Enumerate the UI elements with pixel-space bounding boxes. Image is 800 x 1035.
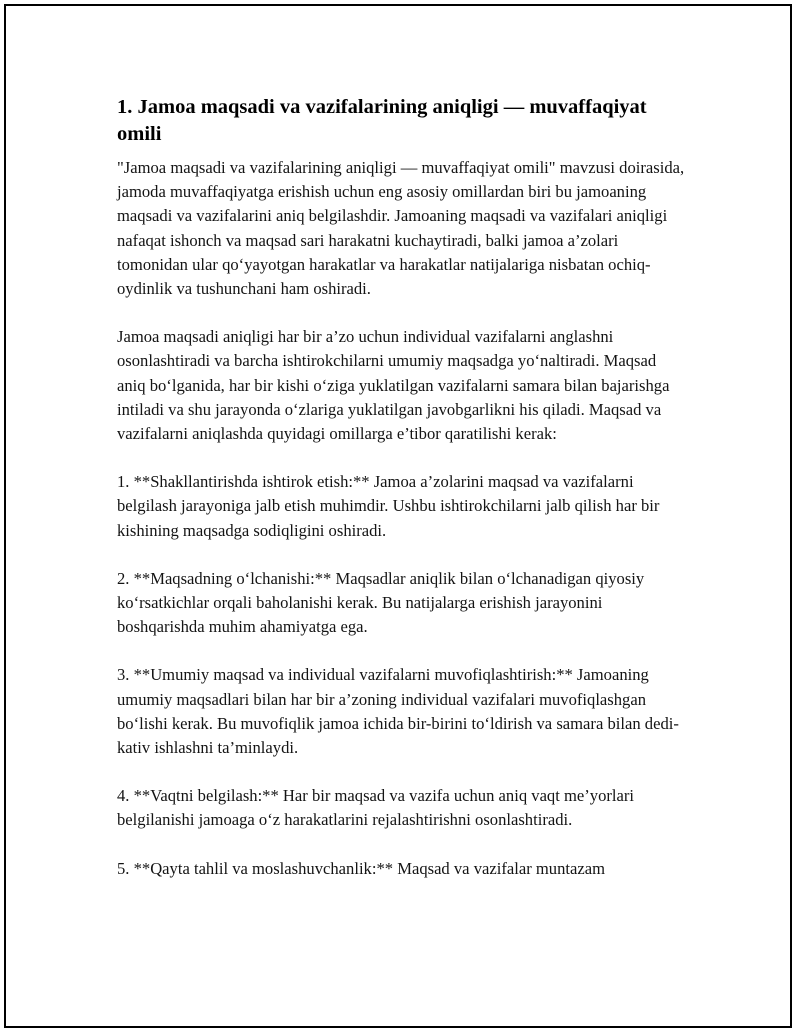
list-item-timing: 4. **Vaqtni belgilash:** Har bir maqsad va vazifa uchun aniq vaqt me’yorlari belgilanishi jamoaga o‘z harakatlarini rejalashtirishni osonlashtiradi. xyxy=(117,786,635,830)
document-body xyxy=(117,94,687,905)
list-item-review: 5. **Qayta tahlil va moslashuvchanlik:** Maqsad va vazifalar muntazam xyxy=(117,858,605,878)
list-item-measurement: 2. **Maqsadning o‘lchanishi:** Maqsadlar aniqlik bilan o‘lchanadigan qiyosiy ko‘rsatkichlar orqali baholanishi kerak. Bu natijalarga erishish jarayonini boshqarishda muhim ahamiyatga ega. xyxy=(117,568,645,637)
list-item-participation: 1. **Shakllantirishda ishtirok etish:** Jamoa a’zolarini maqsad va vazifalarni belgilash jarayoniga jalb etish muhimdir. Ushbu ishtirokchilarni jalb qilish har bir kishining maqsadga sodiqligini oshiradi. xyxy=(117,472,660,540)
paragraph-clarity: Jamoa maqsadi aniqligi har bir a’zo uchun individual vazifalarni anglashni osonlashtiradi va barcha ishtirokchilarni umumiy maqsadga yo‘naltiradi. Maqsad aniq bo‘lganida, har bir kishi o‘ziga yuklatilgan vazifalarni samara bilan bajarishga intiladi va shu jarayonda o‘zlariga yuklatilgan javobgarlikni his qiladi. Maqsad va vazifalarni aniqlashda quyidagi omillarga e’tibor qaratilishi kerak: xyxy=(117,327,670,444)
list-item-alignment: 3. **Umumiy maqsad va individual vazifalarni muvofiqlashtirish:** Jamoaning umumiy maqsadlari bilan har bir a’zoning individual vazifalari muvofiqlashgan bo‘lishi kerak. Bu muvofiqlik jamoa ichida bir-birini to‘ldirish va samara bilan dedi-kativ ishlashni ta’minlaydi. xyxy=(117,665,679,758)
document-title: 1. Jamoa maqsadi va vazifalarining aniqligi — muvaffaqiyat omili xyxy=(117,96,647,145)
paragraph-intro: "Jamoa maqsadi va vazifalarining aniqligi — muvaffaqiyat omili" mavzusi doirasida, jamoda muvaffaqiyatga erishish uchun eng asosiy omillardan biri bu jamoaning maqsadi va vazifalarini aniq belgilashdir. Jamoaning maqsadi va vazifalari aniqligi nafaqat ishonch va maqsad sari harakatni kuchaytiradi, balki jamoa a’zolari tomonidan ular qo‘yayotgan harakatlar va harakatlar natijalariga nisbatan ochiq-oydinlik va tushunchani ham oshiradi. xyxy=(117,158,685,299)
